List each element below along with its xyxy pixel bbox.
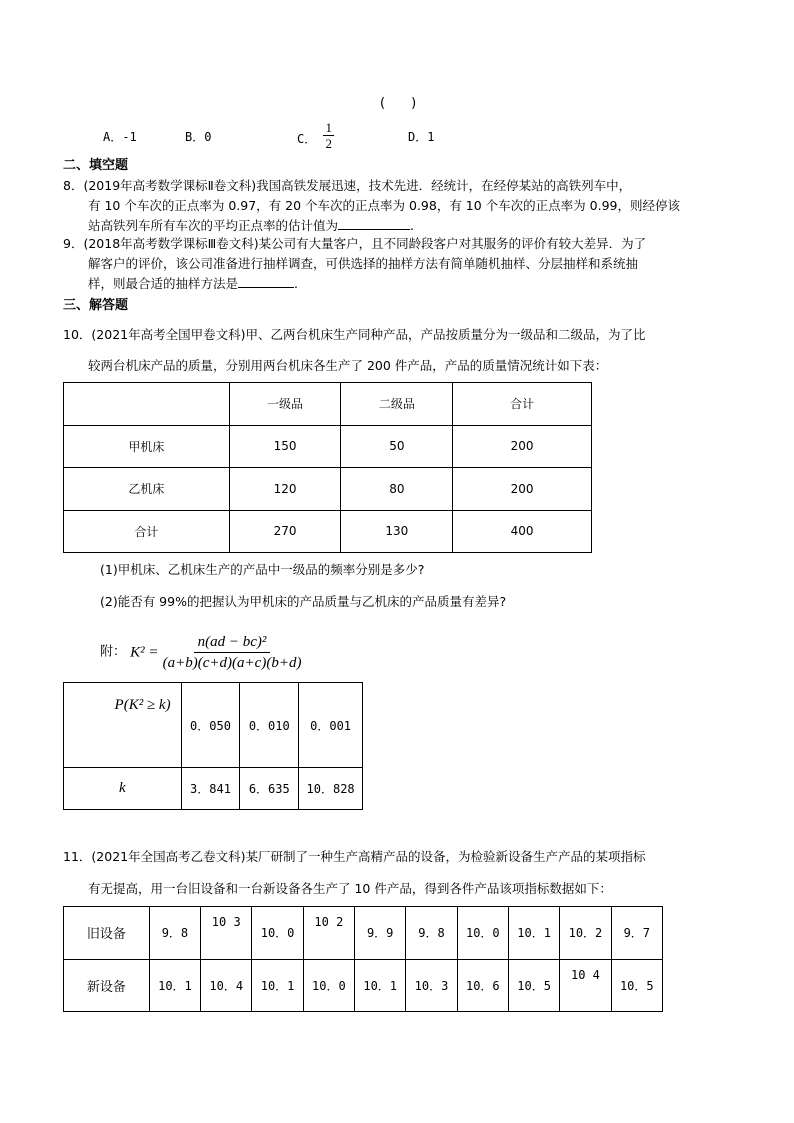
q11-line1: 11．(2021年全国高考乙卷文科)某厂研制了一种生产高精产品的设备，为检验新设备生产产品的某项指标	[63, 849, 646, 864]
table-cell: 270	[229, 510, 341, 553]
table-cell: 10．5	[508, 959, 559, 1012]
fraction-numerator: 1	[325, 120, 332, 135]
q8-line1: 8．(2019年高考数学课标Ⅱ卷文科)我国高铁发展迅速，技术先进．经统计，在经停某站的高铁列车中，	[63, 178, 632, 193]
table-cell: 10．1	[508, 907, 559, 960]
table-cell: 9．8	[406, 907, 457, 960]
table-cell: 9．9	[355, 907, 406, 960]
q10-line2: 较两台机床产品的质量，分别用两台机床各生产了 200 件产品，产品的质量情况统计如下表：	[88, 358, 608, 373]
option-b: B．0	[185, 130, 212, 144]
option-d: D．1	[408, 130, 435, 144]
q8-line2: 有 10 个车次的正点率为 0.97，有 20 个车次的正点率为 0.98，有 10 个车次的正点率为 0.99，则经停该	[88, 198, 680, 213]
row-label: 旧设备	[64, 907, 150, 960]
q11-line2: 有无提高，用一台旧设备和一台新设备各生产了 10 件产品，得到各件产品该项指标数据如下：	[88, 881, 612, 896]
option-c	[297, 120, 334, 151]
row-label: P(K² ≥ k)	[64, 683, 182, 768]
table-cell: 9．8	[149, 907, 200, 960]
q8-text: 站高铁列车所有车次的平均正点率的估计值为	[88, 218, 339, 233]
q10-sub1: (1)甲机床、乙机床生产的产品中一级品的频率分别是多少?	[100, 562, 425, 577]
device-data-table	[63, 906, 663, 1012]
table-cell: 150	[229, 425, 341, 468]
table-row	[64, 768, 363, 810]
row-label: 合计	[64, 510, 230, 553]
row-label: 乙机床	[64, 468, 230, 511]
table-cell: 0．001	[299, 683, 363, 768]
formula-numerator: n(ad − bc)²	[194, 632, 271, 653]
table-cell: 0．050	[181, 683, 240, 768]
header-cell: 二级品	[341, 383, 453, 426]
formula-fraction	[163, 632, 302, 673]
table-cell: 10 3	[201, 907, 252, 960]
table-cell: 10．0	[457, 907, 508, 960]
header-cell: 一级品	[229, 383, 341, 426]
chi-square-formula	[100, 632, 301, 673]
table-cell: 200	[453, 468, 592, 511]
table-cell: 200	[453, 425, 592, 468]
q9-text: 样，则最合适的抽样方法是	[88, 276, 239, 291]
table-row	[64, 510, 592, 553]
q9-line2: 解客户的评价，该公司准备进行抽样调查，可供选择的抽样方法有简单随机抽样、分层抽样和系统抽	[88, 256, 639, 271]
header-cell: 合计	[453, 383, 592, 426]
option-a: A．-1	[103, 130, 137, 144]
table-cell: 10．1	[355, 959, 406, 1012]
table-cell: 9．7	[611, 907, 662, 960]
table-cell: 10．0	[252, 907, 303, 960]
q10-sub2: (2)能否有 99%的把握认为甲机床的产品质量与乙机床的产品质量有差异?	[100, 594, 507, 609]
table-row	[64, 683, 363, 768]
section-heading-fill-in: 二、填空题	[63, 158, 129, 173]
table-cell: 3．841	[181, 768, 240, 810]
fraction-denominator: 2	[325, 136, 332, 151]
section-heading-solutions: 三、解答题	[63, 298, 129, 313]
q8-line3	[88, 217, 414, 235]
table-row	[64, 425, 592, 468]
formula-prefix: 附：	[100, 644, 127, 660]
table-cell: 6．635	[240, 768, 299, 810]
header-cell	[64, 383, 230, 426]
table-cell: 10．3	[406, 959, 457, 1012]
table-row	[64, 468, 592, 511]
table-cell: 10．6	[457, 959, 508, 1012]
table-cell: 120	[229, 468, 341, 511]
option-c-label: C．	[297, 132, 317, 146]
row-label: 甲机床	[64, 425, 230, 468]
table-cell: 10．1	[252, 959, 303, 1012]
table-header-row	[64, 383, 592, 426]
row-label: k	[64, 768, 182, 810]
table-row-new	[64, 959, 663, 1012]
table-cell: 10．2	[560, 907, 611, 960]
table-cell: 80	[341, 468, 453, 511]
table-cell: 10．4	[201, 959, 252, 1012]
q9-line3	[88, 275, 298, 293]
q8-end: .	[410, 218, 414, 233]
fraction	[323, 120, 334, 151]
answer-blank[interactable]	[238, 275, 294, 288]
table-cell: 10 2	[303, 907, 354, 960]
table-cell: 10．828	[299, 768, 363, 810]
table-cell: 0．010	[240, 683, 299, 768]
answer-blank[interactable]	[338, 217, 410, 230]
critical-value-table	[63, 682, 363, 810]
table-cell: 10．1	[149, 959, 200, 1012]
formula-denominator: (a+b)(c+d)(a+c)(b+d)	[162, 655, 302, 671]
q10-line1: 10．(2021年高考全国甲卷文科)甲、乙两台机床生产同种产品，产品按质量分为一级品和二级品，为了比	[63, 327, 646, 342]
table-cell: 400	[453, 510, 592, 553]
table-cell: 130	[341, 510, 453, 553]
table-cell: 10．0	[303, 959, 354, 1012]
table-row-old	[64, 907, 663, 960]
answer-parentheses: ( )	[380, 96, 417, 111]
formula-lhs: K² =	[130, 644, 159, 661]
table-cell: 10．5	[611, 959, 662, 1012]
table-cell: 50	[341, 425, 453, 468]
q9-line1: 9．(2018年高考数学课标Ⅲ卷文科)某公司有大量客户，且不同龄段客户对其服务的评价有较大差异．为了	[63, 236, 647, 251]
q9-end: .	[294, 276, 298, 291]
machine-quality-table	[63, 382, 592, 553]
row-label: 新设备	[64, 959, 150, 1012]
table-cell: 10 4	[560, 959, 611, 1012]
